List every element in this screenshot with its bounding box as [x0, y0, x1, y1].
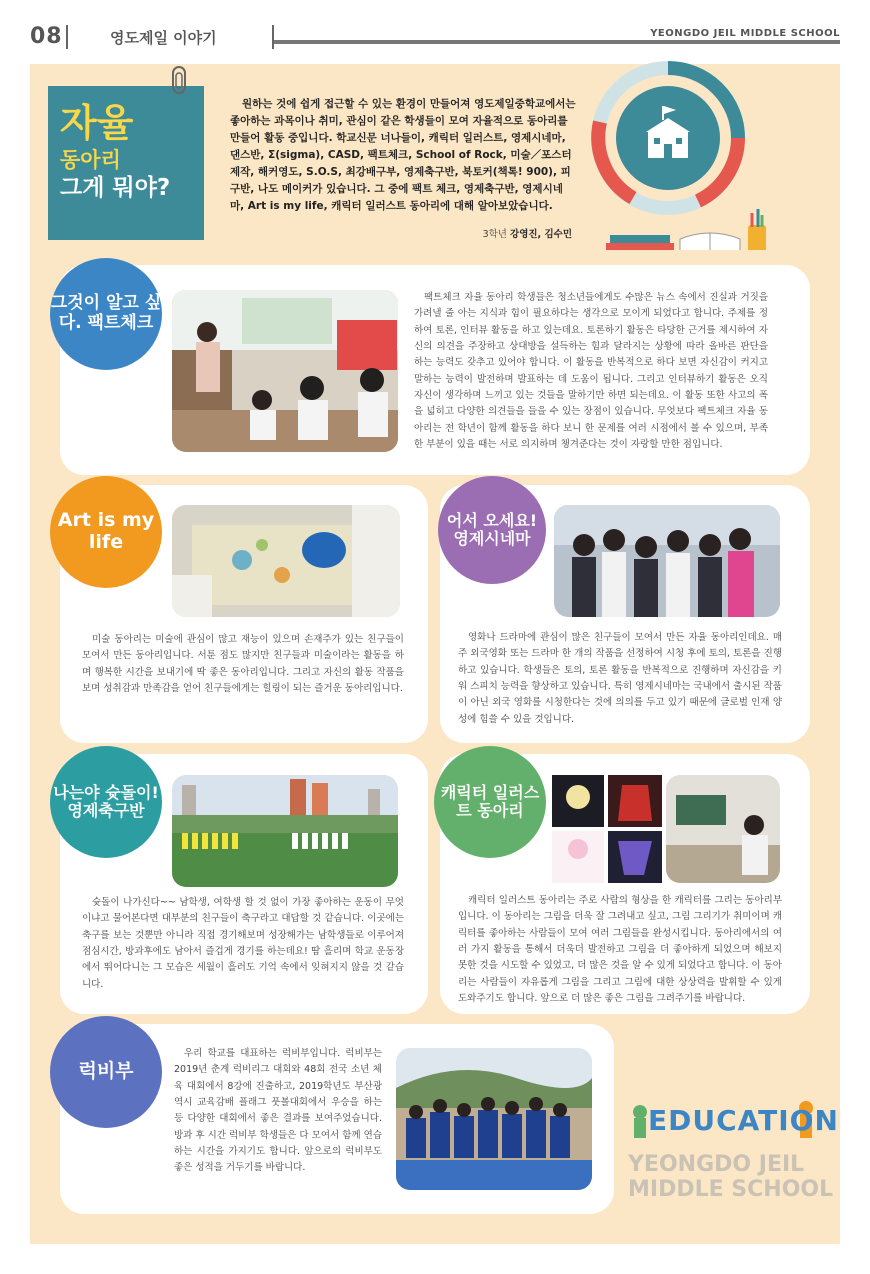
cinema-body: 영화나 드라마에 관심이 많은 친구들이 모여서 만든 자율 동아리인데요. 매주 외국영화 또는 드라마 한 개의 작품을 선정하여 시청 후에 토의, 토론을 진행하고 있습니다. 학생들은 토의, 토론 활동을 반복적으로 진행하며 자신감을 키워 스피치 능력을 향상하고 있습니다. 특히 영제시네마는 국내에서 출시된 작품이 아닌 외국 영화를 시청한다는 것에 의의를 두고 있기 때문에 글로벌 인재 양성에 힘쓸 수 있을 것입니다.: [458, 632, 782, 725]
intro-title-line2: 동아리: [60, 148, 121, 173]
factcheck-body: 팩트체크 자율 동아리 학생들은 청소년들에게도 수많은 뉴스 속에서 진실과 거짓을 가려낼 줄 아는 지식과 힘이 필요하다는 생각으로 모이게 되었다고 합니다. 주제를 정하여 토론, 인터뷰 활동을 하고 있는데요. 토론하기 활동은 타당한 근거를 제시하여 자신의 의견을 주장하고 상대방을 설득하는 힘과 달라지는 상황에 따라 올바른 판단을 하는 능력도 갖추고 있어야 합니다. 이 활동을 반복적으로 하다 보면 자신감이 커지고 말하는 능력이 발전하며 발표하는 데 도움이 됩니다. 그리고 인터뷰하기 활동은 오직 자신이 생각하며 느끼고 있는 것들을 말하기만 하면 되는데요. 이 활동 또한 사고의 폭을 넓히고 다양한 의견들을 들을 수 있는 장점이 있습니다. 무엇보다 팩트체크 자율 동아리는 전 학년이 함께 활동을 하다 보니 한 문제를 여러 시점에서 볼 수 있으며, 부족한 부분이 있을 때는 서로 의지하며 챙겨준다는 것이 자랑할 만한 점입니다.: [414, 292, 768, 450]
intro-title-line1: 자율: [60, 101, 134, 145]
club-badge-art: Art is my life: [50, 476, 162, 588]
soccer-field-photo-icon: [172, 775, 398, 887]
soccer-body: 슛돌이 나가신다~~ 남학생, 여학생 할 것 없이 가장 좋아하는 운동이 무엇이냐고 물어본다면 대부분의 친구들이 축구라고 대답할 것 같습니다. 이곳에는 축구를 보는 것뿐만 아니라 직접 경기해보며 성장해가는 남학생들로 이루어져 점심시간, 방과후에도 남아서 즐겁게 경기를 하는데요! 땀 흘리며 학교 운동장에서 뛰어다니는 그 모습은 세월이 흘러도 기억 속에서 잊혀지지 않을 것 같습니다.: [82, 897, 404, 990]
club-badge-soccer: 나는야 슛돌이! 영제축구반: [50, 746, 162, 858]
club-badge-cinema: 어서 오세요! 영제시네마: [438, 476, 546, 584]
classroom-photo-icon: [172, 290, 398, 452]
paperclip-icon: [170, 66, 188, 96]
cinema-photo: [554, 505, 780, 617]
author-names: 강영진, 김수민: [510, 229, 572, 240]
drawing-class-photo-icon: [666, 775, 780, 883]
rugby-photo: [396, 1048, 592, 1190]
art-class-photo-icon: [172, 505, 400, 617]
education-logo: [628, 1092, 839, 1142]
club-badge-illust: 캐릭터 일러스트 동아리: [434, 746, 546, 858]
school-logo-text: [628, 1152, 833, 1203]
art-body: 미술 동아리는 미술에 관심이 많고 재능이 있으며 손재주가 있는 친구들이 모여서 만든 동아리입니다. 서툰 점도 많지만 친구들과 미술이라는 활동을 하며 행복한 시간을 보내기에 딱 좋은 동아리입니다. 그리고 자신의 활동 작품을 보며 성취감과 만족감을 얻어 친구들에게는 힐링이 되는 즐거운 동아리입니다.: [82, 634, 404, 694]
education-text: EDUCATION: [648, 1104, 839, 1137]
school-logo-line2: MIDDLE SCHOOL: [628, 1177, 834, 1203]
character-drawings-icon: [552, 775, 662, 883]
intro-title: [60, 100, 170, 202]
intro-author: [460, 226, 572, 240]
intro-title-line3: 그게 뭐야?: [60, 174, 171, 201]
page-number: 08: [30, 24, 63, 49]
illust-body: 캐릭터 일러스트 동아리는 주로 사람의 형상을 한 캐릭터를 그리는 동아리부입니다. 이 동아리는 그림을 더욱 잘 그려내고 싶고, 그림 그리기가 취미이며 캐릭터를 좋아하는 사람들이 모여 여러 그림들을 완성시킵니다. 동아리에서의 여러 가지 활동을 통해서 더욱더 발전하고 그림을 더 좋아하게 되었으며 해보지 못한 것을 시도할 수 있었고, 더 많은 것을 알 수 있게 되었다고 합니다. 이 동아리는 사람들이 자유롭게 그림을 그리고 그림에 대한 상상력을 발휘할 수 있게 도와주기도 합니다. 앞으로 더 많은 좋은 그림을 그려주기를 바랍니다.: [458, 895, 782, 1004]
illust-photo: [666, 775, 780, 883]
school-ring-icon: [588, 58, 748, 218]
intro-title-box: [48, 86, 204, 240]
rugby-team-photo-icon: [396, 1048, 592, 1190]
club-badge-rugby: 럭비부: [50, 1016, 162, 1128]
header-divider: [272, 25, 274, 49]
club-badge-factcheck: 그것이 알고 싶다. 팩트체크: [50, 258, 162, 370]
school-logo-line1: YEONGDO JEIL: [628, 1152, 805, 1177]
art-photo: [172, 505, 400, 617]
rugby-body: 우리 학교를 대표하는 럭비부입니다. 럭비부는 2019년 춘계 럭비리그 대회와 48회 전국 소년 체육 대회에서 8강에 진출하고, 2019학년도 부산광역시 교육감배 플래그 풋볼대회에서 우승을 하는 등 다양한 대회에서 좋은 결과를 보여주었습니다. 방과 후 시간 럭비부 학생들은 다 모여서 함께 연습하는 시간을 가지기도 합니다. 앞으로의 럭비부도 좋은 성적을 거두기를 바랍니다.: [174, 1048, 382, 1174]
factcheck-photo: [172, 290, 398, 452]
students-group-photo-icon: [554, 505, 780, 617]
header-divider: [66, 25, 68, 49]
section-title: 영도제일 이야기: [110, 29, 217, 47]
header-school-name: YEONGDO JEIL MIDDLE SCHOOL: [650, 28, 840, 39]
illust-artworks: [552, 775, 662, 883]
soccer-photo: [172, 775, 398, 887]
intro-body: 원하는 것에 쉽게 접근할 수 있는 환경이 만들어져 영도제일중학교에서는 좋아하는 과목이나 취미, 관심이 같은 학생들이 모여 자율적으로 동아리를 만들어 활동 중입니다. 학교신문 너나들이, 캐릭터 일러스트, 영제시네마, 댄스반, Σ(sigma), CASD, 팩트체크, School of Rock, 미술／포스터제작, 해커영도, S.O.S, 최강배구부, 영제축구반, 북토커(책톡! 900), 피구반, 나도 메이커가 있습니다. 그 중에 팩트 체크, 영제축구반, 영제시네마, Art is my life, 캐릭터 일러스트 동아리에 대해 알아보았습니다.: [230, 98, 576, 212]
header-rule: [274, 40, 840, 44]
author-grade: 3학년: [482, 229, 507, 240]
